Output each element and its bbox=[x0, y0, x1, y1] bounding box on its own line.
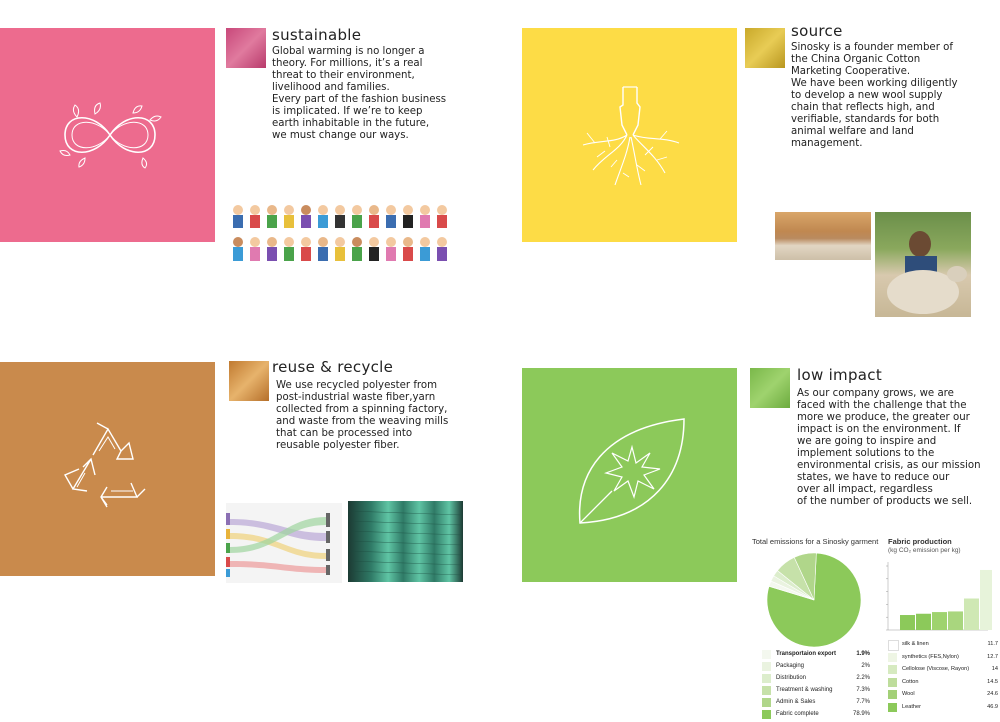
bar-legend-label: silk & linen bbox=[902, 641, 929, 647]
bar-legend-row bbox=[888, 689, 998, 701]
low-impact-title: low impact bbox=[797, 366, 883, 384]
bar-legend bbox=[888, 639, 998, 715]
source-text: Sinosky is a founder member of the China Organic Cotton Marketing Cooperative. We have been working diligently to develop a new wool supply chain that reflects high, and verifiable, standards for both animal welfare and land management. bbox=[791, 42, 958, 149]
sheep-flock-photo bbox=[775, 212, 871, 260]
legend-swatch bbox=[762, 674, 771, 683]
bar bbox=[900, 615, 915, 630]
low-impact-text: As our company grows, we are faced with the challenge that the more we produce, the greater our impact is on the environment. If we are going to inspire and implement solutions to the environmental crisis, as our mission states, we have to reduce our over all impact, regardless of the number of products we sell. bbox=[797, 388, 981, 507]
bar-legend-row bbox=[888, 702, 998, 714]
pie-legend-label: Fabric complete bbox=[776, 711, 819, 717]
yarn-spools-photo bbox=[348, 501, 463, 582]
source-swatch bbox=[745, 28, 785, 68]
legend-swatch bbox=[762, 698, 771, 707]
bar-legend-value: 14.5 bbox=[987, 678, 998, 685]
bar bbox=[980, 570, 992, 630]
leaf-burst-icon bbox=[572, 415, 692, 530]
pie-legend-value: 2.2% bbox=[856, 675, 870, 681]
bar-legend-label: Cotton bbox=[902, 678, 919, 685]
pie-legend-value: 7.3% bbox=[856, 687, 870, 693]
bar bbox=[948, 611, 963, 630]
fabric-production-bar-chart bbox=[880, 560, 992, 638]
pie-legend-row bbox=[762, 673, 870, 685]
pie-legend-label: Packaging bbox=[776, 663, 805, 669]
legend-swatch bbox=[888, 690, 897, 699]
pie-legend-label: Transportaion export bbox=[776, 651, 837, 657]
pie-legend-row bbox=[762, 697, 870, 709]
pie-legend-label: Treatment & washing bbox=[776, 687, 833, 693]
sustainable-swatch bbox=[226, 28, 266, 68]
infinity-leaf-icon bbox=[55, 100, 165, 170]
reuse-text: We use recycled polyester from post-industrial waste fiber,yarn collected from a spinning factory, and waste from the weaving mills that can be processed into reusable polyester fiber. bbox=[276, 380, 449, 451]
legend-swatch bbox=[762, 686, 771, 695]
sustainable-title: sustainable bbox=[272, 26, 362, 44]
legend-swatch bbox=[762, 650, 771, 659]
emissions-pie-chart bbox=[764, 550, 864, 650]
legend-swatch bbox=[888, 653, 897, 662]
bar bbox=[916, 614, 931, 630]
pie-legend-value: 1.9% bbox=[856, 651, 870, 657]
legend-swatch bbox=[762, 662, 771, 671]
bar-legend-label: synthetics (FES,Nylon) bbox=[902, 653, 959, 660]
bar-legend-value: 12.7 bbox=[987, 653, 998, 660]
bar-legend-value: 46.9 bbox=[987, 703, 998, 710]
legend-swatch bbox=[888, 703, 897, 712]
bar-legend-row bbox=[888, 677, 998, 689]
bar bbox=[932, 612, 947, 630]
bar-chart-subtitle: (kg CO₂ emission per kg) bbox=[888, 547, 961, 554]
pie-legend-value: 78.9% bbox=[852, 711, 870, 717]
legend-swatch bbox=[888, 640, 899, 651]
pie-legend-label: Distribution bbox=[776, 675, 807, 681]
legend-swatch bbox=[762, 710, 771, 719]
pie-chart-title: Total emissions for a Sinosky garment bbox=[752, 537, 879, 546]
bar-legend-value: 24.6 bbox=[987, 691, 998, 697]
bar-legend-value: 14 bbox=[991, 666, 998, 672]
farmer-with-sheep-photo bbox=[875, 212, 971, 317]
sustainable-text: Global warming is no longer a theory. For millions, it’s a real threat to their environment, livelihood and families. Every part of the fashion business is implicated. If we’re to keep earth inhabitable in the future, we must change our ways. bbox=[272, 46, 447, 141]
tree-roots-icon bbox=[575, 85, 685, 190]
low-impact-swatch bbox=[750, 368, 790, 408]
pie-legend bbox=[762, 649, 872, 721]
reuse-title: reuse & recycle bbox=[272, 358, 394, 376]
pie-legend-row bbox=[762, 649, 870, 661]
legend-swatch bbox=[888, 678, 897, 687]
pie-legend-row bbox=[762, 661, 870, 673]
bar bbox=[964, 599, 979, 630]
pie-legend-label: Admin & Sales bbox=[776, 699, 816, 705]
children-illustration bbox=[228, 202, 454, 268]
pie-legend-value: 2% bbox=[861, 663, 870, 669]
bar-legend-label: Cellolose (Viscose, Rayon) bbox=[902, 666, 970, 672]
bar-legend-label: Wool bbox=[902, 691, 915, 697]
bar-legend-label: Leather bbox=[902, 703, 921, 710]
pie-legend-row bbox=[762, 709, 870, 721]
pie-legend-value: 7.7% bbox=[856, 699, 870, 705]
bar-legend-value: 11.7 bbox=[987, 641, 998, 647]
reuse-swatch bbox=[229, 361, 269, 401]
pie-legend-row bbox=[762, 685, 870, 697]
bar-chart-title: Fabric production bbox=[888, 537, 952, 546]
source-title: source bbox=[791, 22, 843, 40]
recycle-icon bbox=[53, 415, 163, 515]
bar-legend-row bbox=[888, 664, 998, 676]
legend-swatch bbox=[888, 665, 897, 674]
sankey-diagram-thumbnail bbox=[226, 503, 342, 583]
bar-legend-row bbox=[888, 639, 998, 651]
bar-legend-row bbox=[888, 652, 998, 664]
